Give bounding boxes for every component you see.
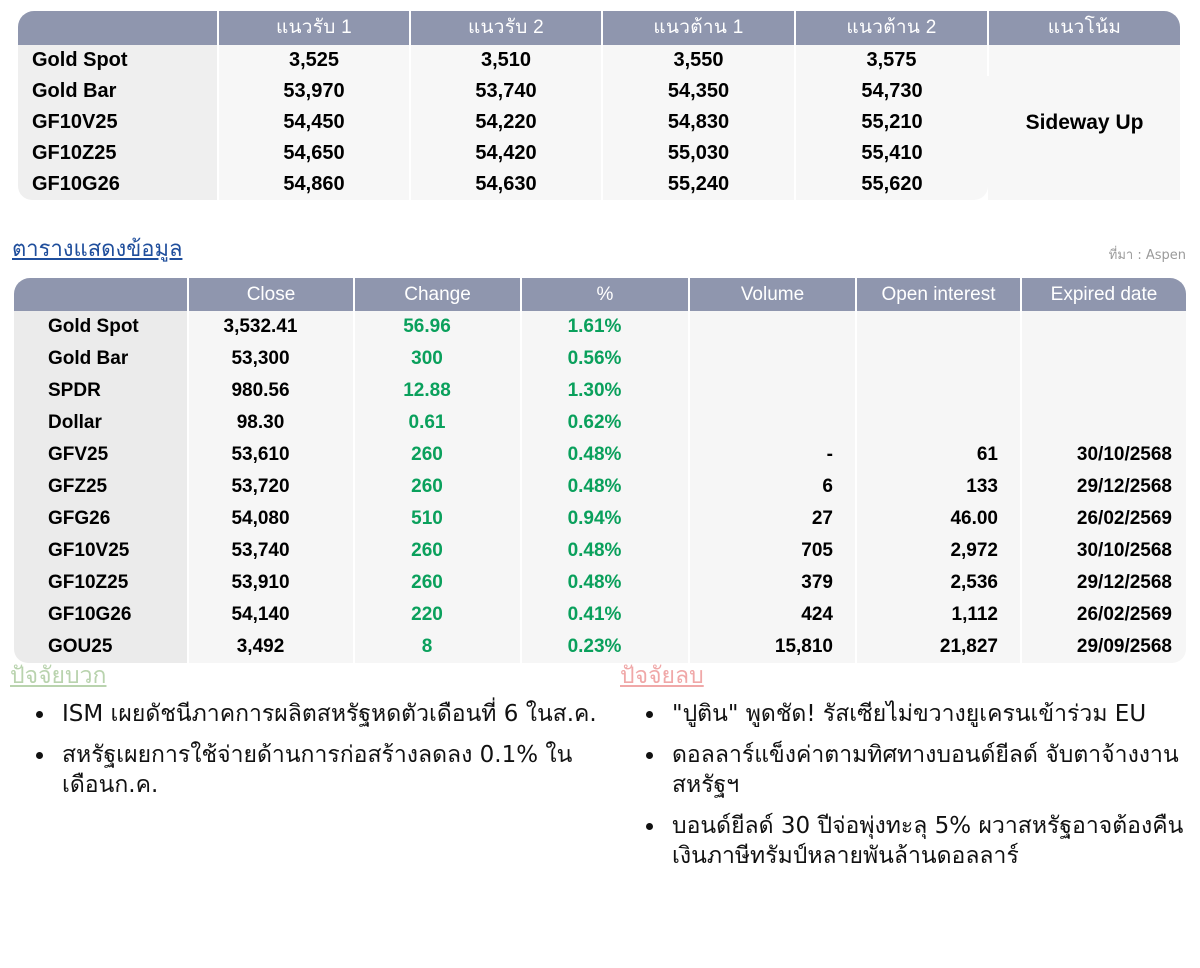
cell-expired-date <box>1021 407 1186 439</box>
cell-close: 54,080 <box>188 503 354 535</box>
cell-expired-date <box>1021 343 1186 375</box>
cell-percent: 0.48% <box>521 567 689 599</box>
market-data-table <box>14 278 1186 663</box>
cell-change: 8 <box>354 631 521 663</box>
table-row <box>14 503 1186 535</box>
cell-close: 53,910 <box>188 567 354 599</box>
cell-volume: 379 <box>689 567 856 599</box>
cell-close: 53,720 <box>188 471 354 503</box>
header-row <box>14 278 1186 311</box>
cell-expired-date: 29/12/2568 <box>1021 567 1186 599</box>
cell-support-2: 54,630 <box>410 169 602 200</box>
list-item: • ดอลลาร์แข็งค่าตามทิศทางบอนด์ยีลด์ จับตาจ้างงานสหรัฐฯ <box>666 741 1200 801</box>
col-header-support-2: แนวรับ 2 <box>410 11 602 45</box>
cell-change: 260 <box>354 535 521 567</box>
cell-support-1: 54,450 <box>218 107 410 138</box>
col-header-percent: % <box>521 278 689 311</box>
cell-expired-date <box>1021 375 1186 407</box>
cell-percent: 0.23% <box>521 631 689 663</box>
table-body <box>18 45 1180 200</box>
cell-close: 98.30 <box>188 407 354 439</box>
table-row <box>14 375 1186 407</box>
cell-open-interest: 1,112 <box>856 599 1021 631</box>
cell-percent: 0.48% <box>521 439 689 471</box>
col-header-trend: แนวโน้ม <box>988 11 1180 45</box>
row-label: Dollar <box>14 407 188 439</box>
cell-volume: 27 <box>689 503 856 535</box>
row-label: GF10Z25 <box>14 567 188 599</box>
table-header <box>18 11 1180 45</box>
cell-change: 0.61 <box>354 407 521 439</box>
cell-percent: 1.30% <box>521 375 689 407</box>
col-header-blank <box>18 11 218 45</box>
cell-close: 53,610 <box>188 439 354 471</box>
cell-resistance-1: 55,030 <box>602 138 795 169</box>
cell-resistance-1: 54,830 <box>602 107 795 138</box>
cell-support-2: 54,220 <box>410 107 602 138</box>
cell-support-2: 54,420 <box>410 138 602 169</box>
cell-change: 12.88 <box>354 375 521 407</box>
table-row <box>18 45 1180 76</box>
cell-close: 54,140 <box>188 599 354 631</box>
table-row <box>14 567 1186 599</box>
cell-percent: 1.61% <box>521 311 689 343</box>
support-resistance-table-wrapper <box>18 11 1180 200</box>
col-header-resistance-2: แนวต้าน 2 <box>795 11 988 45</box>
cell-close: 3,492 <box>188 631 354 663</box>
source-label: ที่มา : Aspen <box>1108 248 1186 263</box>
cell-change: 510 <box>354 503 521 535</box>
cell-support-1: 53,970 <box>218 76 410 107</box>
positive-factors-column <box>0 658 600 882</box>
cell-resistance-1: 54,350 <box>602 76 795 107</box>
row-label: GFV25 <box>14 439 188 471</box>
list-item: • บอนด์ยีลด์ 30 ปีจ่อพุ่งทะลุ 5% ผวาสหรัฐอาจต้องคืนเงินภาษีทรัมป์หลายพันล้านดอลลาร์ <box>666 812 1200 872</box>
table-row <box>14 535 1186 567</box>
cell-volume: 705 <box>689 535 856 567</box>
cell-change: 56.96 <box>354 311 521 343</box>
cell-open-interest <box>856 311 1021 343</box>
col-header-support-1: แนวรับ 1 <box>218 11 410 45</box>
cell-open-interest <box>856 343 1021 375</box>
cell-change: 220 <box>354 599 521 631</box>
row-label: Gold Bar <box>18 76 218 107</box>
cell-expired-date: 29/09/2568 <box>1021 631 1186 663</box>
cell-percent: 0.41% <box>521 599 689 631</box>
cell-change: 260 <box>354 439 521 471</box>
row-label: GFG26 <box>14 503 188 535</box>
cell-open-interest: 2,972 <box>856 535 1021 567</box>
negative-factors-list <box>620 700 1200 871</box>
col-header-blank <box>14 278 188 311</box>
cell-volume: 6 <box>689 471 856 503</box>
cell-open-interest: 21,827 <box>856 631 1021 663</box>
cell-trend: Sideway Up <box>988 45 1180 200</box>
cell-resistance-1: 55,240 <box>602 169 795 200</box>
row-label: GF10V25 <box>14 535 188 567</box>
cell-resistance-2: 54,730 <box>795 76 988 107</box>
cell-open-interest: 46.00 <box>856 503 1021 535</box>
table-header <box>14 278 1186 311</box>
cell-volume <box>689 375 856 407</box>
support-resistance-table <box>18 11 1180 200</box>
cell-open-interest: 133 <box>856 471 1021 503</box>
cell-close: 980.56 <box>188 375 354 407</box>
row-label: GF10G26 <box>14 599 188 631</box>
cell-open-interest: 2,536 <box>856 567 1021 599</box>
cell-volume <box>689 343 856 375</box>
cell-expired-date <box>1021 311 1186 343</box>
row-label: SPDR <box>14 375 188 407</box>
table-body <box>14 311 1186 663</box>
factors-section <box>0 658 1200 882</box>
cell-change: 300 <box>354 343 521 375</box>
col-header-volume: Volume <box>689 278 856 311</box>
cell-volume: 15,810 <box>689 631 856 663</box>
list-item: • สหรัฐเผยการใช้จ่ายด้านการก่อสร้างลดลง 0.1% ในเดือนก.ค. <box>56 741 600 801</box>
cell-open-interest: 61 <box>856 439 1021 471</box>
cell-expired-date: 30/10/2568 <box>1021 535 1186 567</box>
col-header-expired-date: Expired date <box>1021 278 1186 311</box>
list-item: • ISM เผยดัชนีภาคการผลิตสหรัฐหดตัวเดือนที่ 6 ในส.ค. <box>56 700 600 730</box>
cell-percent: 0.94% <box>521 503 689 535</box>
table-row <box>14 599 1186 631</box>
row-label: GF10G26 <box>18 169 218 200</box>
row-label: Gold Spot <box>14 311 188 343</box>
row-label: GFZ25 <box>14 471 188 503</box>
col-header-close: Close <box>188 278 354 311</box>
cell-open-interest <box>856 407 1021 439</box>
cell-resistance-1: 3,550 <box>602 45 795 76</box>
positive-factors-title: ปัจจัยบวก <box>10 663 107 689</box>
section-caption: ตารางแสดงข้อมูล <box>12 237 183 262</box>
cell-support-2: 53,740 <box>410 76 602 107</box>
negative-factors-title: ปัจจัยลบ <box>620 663 704 689</box>
list-item: • "ปูติน" พูดชัด! รัสเซียไม่ขวางยูเครนเข้าร่วม EU <box>666 700 1200 730</box>
cell-percent: 0.56% <box>521 343 689 375</box>
table-row <box>14 343 1186 375</box>
cell-percent: 0.62% <box>521 407 689 439</box>
cell-percent: 0.48% <box>521 471 689 503</box>
cell-resistance-2: 3,575 <box>795 45 988 76</box>
negative-factors-column <box>600 658 1200 882</box>
table-row <box>14 311 1186 343</box>
header-row <box>18 11 1180 45</box>
row-label: GF10V25 <box>18 107 218 138</box>
market-data-table-wrapper <box>14 278 1186 663</box>
cell-volume <box>689 311 856 343</box>
cell-expired-date: 26/02/2569 <box>1021 503 1186 535</box>
cell-close: 53,740 <box>188 535 354 567</box>
row-label: Gold Bar <box>14 343 188 375</box>
cell-volume <box>689 407 856 439</box>
cell-open-interest <box>856 375 1021 407</box>
cell-percent: 0.48% <box>521 535 689 567</box>
row-label: GF10Z25 <box>18 138 218 169</box>
cell-expired-date: 30/10/2568 <box>1021 439 1186 471</box>
cell-support-1: 54,650 <box>218 138 410 169</box>
cell-close: 53,300 <box>188 343 354 375</box>
cell-resistance-2: 55,620 <box>795 169 988 200</box>
table-row <box>14 471 1186 503</box>
cell-close: 3,532.41 <box>188 311 354 343</box>
positive-factors-list <box>10 700 600 801</box>
cell-change: 260 <box>354 567 521 599</box>
cell-resistance-2: 55,410 <box>795 138 988 169</box>
cell-support-2: 3,510 <box>410 45 602 76</box>
row-label: GOU25 <box>14 631 188 663</box>
cell-expired-date: 26/02/2569 <box>1021 599 1186 631</box>
col-header-resistance-1: แนวต้าน 1 <box>602 11 795 45</box>
cell-volume: - <box>689 439 856 471</box>
cell-change: 260 <box>354 471 521 503</box>
col-header-change: Change <box>354 278 521 311</box>
cell-resistance-2: 55,210 <box>795 107 988 138</box>
cell-expired-date: 29/12/2568 <box>1021 471 1186 503</box>
row-label: Gold Spot <box>18 45 218 76</box>
cell-support-1: 54,860 <box>218 169 410 200</box>
cell-support-1: 3,525 <box>218 45 410 76</box>
col-header-open-interest: Open interest <box>856 278 1021 311</box>
table-row <box>14 407 1186 439</box>
cell-volume: 424 <box>689 599 856 631</box>
table-row <box>14 439 1186 471</box>
